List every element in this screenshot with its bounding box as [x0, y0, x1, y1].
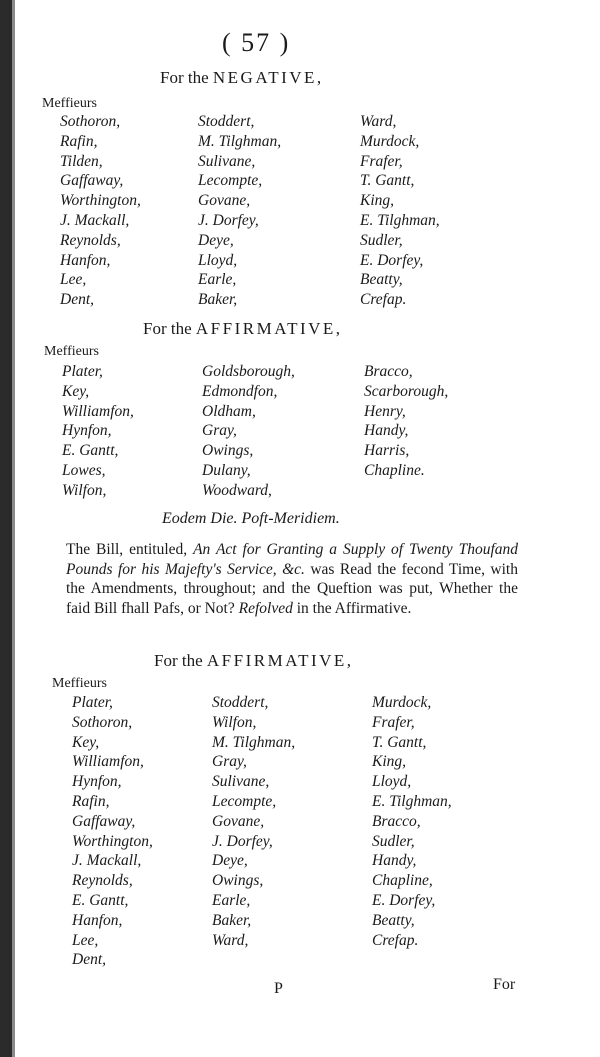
negative-heading [160, 68, 324, 88]
list-item: Sothoron, [72, 713, 133, 731]
list-item: Govane, [212, 812, 265, 830]
list-item: Baker, [212, 911, 252, 929]
list-item: Sudler, [360, 231, 403, 249]
list-item: T. Gantt, [360, 172, 415, 190]
list-item: Sudler, [372, 832, 415, 850]
list-item: Murdock, [372, 694, 432, 711]
list-item: Owings, [212, 872, 264, 890]
bill-title: An Act for Granting a Supply of Twenty Thoufand Pounds for his Majefty's Service, &c. [66, 541, 518, 578]
resolved-word: Refolved [238, 599, 293, 617]
list-item: Lowes, [62, 461, 106, 479]
list-item: Sothoron, [60, 113, 121, 130]
session-heading: Eodem Die. Poft-Meridiem. [162, 510, 340, 527]
negative-heading-prefix: For the [160, 68, 209, 87]
negative-heading-caps: NEGATIVE, [212, 68, 324, 87]
list-item: King, [360, 192, 395, 210]
list-item: Beatty, [360, 271, 403, 289]
list-item: Key, [62, 382, 90, 400]
negative-col-1 [60, 112, 141, 310]
list-item: Handy, [372, 852, 417, 870]
list-item: Handy, [364, 422, 409, 440]
list-item: Gaffaway, [72, 812, 136, 830]
list-item: Owings, [202, 442, 254, 460]
list-item: Hanfon, [72, 911, 123, 929]
affirmative-heading-prefix: For the [143, 319, 192, 338]
affirmative1-col-2 [202, 362, 295, 501]
list-item: Ward, [212, 931, 249, 949]
list-item: Crefap. [372, 931, 419, 949]
list-item: Worthington, [60, 192, 141, 210]
affirmative1-col-1 [62, 362, 134, 501]
list-item: Dent, [72, 951, 107, 969]
list-item: Williamfon, [62, 402, 134, 420]
list-item: T. Gantt, [372, 733, 427, 751]
list-item: Henry, [364, 402, 406, 420]
list-item: King, [372, 753, 407, 771]
list-item: Key, [72, 733, 100, 751]
list-item: Harris, [364, 442, 410, 460]
list-item: Edmondfon, [202, 382, 278, 400]
list-item: Wilfon, [212, 713, 257, 731]
list-item: Wilfon, [62, 481, 107, 499]
list-item: E. Gantt, [72, 891, 129, 909]
list-item: Reynolds, [72, 872, 133, 890]
list-item: Sulivane, [198, 152, 256, 170]
list-item: Bracco, [364, 363, 413, 380]
affirmative-heading-2 [154, 651, 354, 671]
list-item: Dent, [60, 291, 95, 309]
list-item: Murdock, [360, 132, 420, 150]
list-item: Beatty, [372, 911, 415, 929]
list-item: Earle, [212, 891, 251, 909]
affirmative-messieurs-1: Meffieurs [44, 344, 99, 359]
book-spine-edge [12, 0, 15, 1057]
list-item: Gray, [212, 753, 247, 771]
list-item: Deye, [198, 231, 234, 249]
list-item: Lee, [60, 271, 87, 289]
list-item: Sulivane, [212, 773, 270, 791]
list-item: E. Dorfey, [360, 251, 424, 269]
list-item: Chapline, [372, 872, 433, 890]
list-item: Frafer, [372, 713, 415, 731]
list-item: J. Dorfey, [212, 832, 273, 850]
affirmative2-col-3 [372, 693, 452, 950]
list-item: Oldham, [202, 402, 256, 420]
negative-col-3 [360, 112, 440, 310]
catchword: For [493, 976, 516, 993]
list-item: Tilden, [60, 152, 103, 170]
list-item: Hynfon, [62, 422, 112, 440]
paragraph-text: The Bill, entituled, [66, 541, 194, 558]
list-item: Rafin, [60, 132, 98, 150]
paragraph-text: in the Affirmative. [292, 599, 412, 617]
list-item: Lloyd, [198, 251, 238, 269]
list-item: Dulany, [202, 461, 251, 479]
list-item: J. Mackall, [72, 852, 142, 870]
book-spine-shadow [0, 0, 12, 1057]
affirmative1-col-3 [364, 362, 448, 481]
list-item: E. Dorfey, [372, 891, 436, 909]
list-item: Scarborough, [364, 382, 449, 400]
list-item: Hynfon, [72, 773, 122, 791]
list-item: Worthington, [72, 832, 153, 850]
affirmative-messieurs-2: Meffieurs [52, 676, 107, 691]
affirmative-heading-1 [143, 319, 343, 339]
bill-paragraph [66, 540, 518, 618]
list-item: M. Tilghman, [212, 733, 296, 751]
page-number: ( 57 ) [222, 28, 291, 57]
list-item: Williamfon, [72, 753, 144, 771]
list-item: Frafer, [360, 152, 403, 170]
list-item: Bracco, [372, 812, 421, 830]
list-item: Stoddert, [198, 113, 255, 130]
list-item: M. Tilghman, [198, 132, 282, 150]
affirmative-heading-prefix: For the [154, 651, 203, 670]
list-item: Gaffaway, [60, 172, 124, 190]
list-item: Rafin, [72, 792, 110, 810]
list-item: Crefap. [360, 291, 407, 309]
list-item: Plater, [62, 363, 103, 380]
list-item: Plater, [72, 694, 113, 711]
affirmative-heading-caps: AFFIRMATIVE, [195, 319, 343, 338]
list-item: Goldsborough, [202, 363, 295, 380]
negative-col-2 [198, 112, 281, 310]
list-item: Woodward, [202, 481, 272, 499]
list-item: J. Dorfey, [198, 211, 259, 229]
list-item: Lloyd, [372, 773, 412, 791]
list-item: Lecompte, [212, 792, 277, 810]
affirmative2-col-2 [212, 693, 295, 950]
list-item: E. Tilghman, [360, 211, 440, 229]
list-item: Gray, [202, 422, 237, 440]
paragraph-text: was Read the fecond Time, with the Amendments, throughout; and the Queftion was put, Whether the faid Bill fhall Pafs, or Not? [66, 560, 518, 617]
list-item: E. Tilghman, [372, 792, 452, 810]
list-item: Lecompte, [198, 172, 263, 190]
list-item: Govane, [198, 192, 251, 210]
list-item: Deye, [212, 852, 248, 870]
signature-mark: P [274, 980, 283, 997]
list-item: Baker, [198, 291, 238, 309]
list-item: Reynolds, [60, 231, 121, 249]
list-item: Stoddert, [212, 694, 269, 711]
list-item: E. Gantt, [62, 442, 119, 460]
affirmative2-col-1 [72, 693, 153, 970]
negative-messieurs: Meffieurs [42, 96, 97, 111]
list-item: Ward, [360, 113, 397, 130]
list-item: Chapline. [364, 461, 425, 479]
list-item: Lee, [72, 931, 99, 949]
list-item: J. Mackall, [60, 211, 130, 229]
list-item: Hanfon, [60, 251, 111, 269]
list-item: Earle, [198, 271, 237, 289]
affirmative-heading-caps: AFFIRMATIVE, [206, 651, 354, 670]
